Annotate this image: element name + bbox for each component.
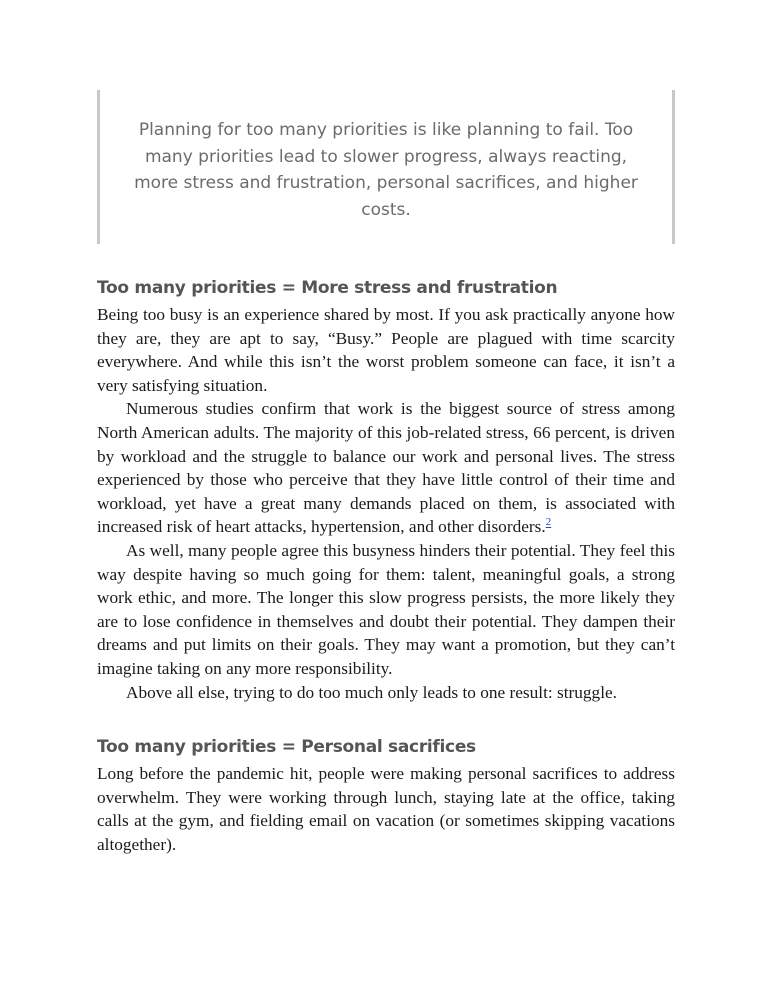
paragraph bbox=[97, 397, 675, 539]
section-heading: Too many priorities = More stress and frustration bbox=[97, 278, 558, 298]
footnote-link[interactable]: 2 bbox=[545, 516, 552, 529]
paragraph-text: Numerous studies confirm that work is the biggest source of stress among North American adults. The majority of this job-related stress, 66 percent, is driven by workload and the struggle to balance our work and personal lives. The stress experienced by those who perceive that they have little control of their time and workload, yet have a great many demands placed on them, is associated with increased risk of heart attacks, hypertension, and other disorders. bbox=[97, 399, 675, 537]
paragraph: Above all else, trying to do too much only leads to one result: struggle. bbox=[126, 682, 617, 702]
section-heading: Too many priorities = Personal sacrifices bbox=[97, 737, 476, 758]
pull-quote-text: Planning for too many priorities is like planning to fail. Too many priorities lead to slower progress, always reacting, more stress and frustration, personal sacrifices, and higher costs. bbox=[134, 120, 638, 220]
pull-quote bbox=[97, 90, 675, 244]
paragraph: Being too busy is an experience shared by most. If you ask practically anyone how they are, they are apt to say, “Busy.” People are plagued with time scarcity everywhere. And while this isn’t the worst problem someone can face, it isn’t a very satisfying situation. bbox=[97, 305, 675, 395]
section-body bbox=[97, 762, 675, 856]
section-body bbox=[97, 303, 675, 704]
footnote-marker bbox=[546, 517, 552, 529]
paragraph: Long before the pandemic hit, people were making personal sacrifices to address overwhelm. They were working through lunch, staying late at the office, taking calls at the gym, and fielding email on vacation (or sometimes skipping vacations altogether). bbox=[97, 764, 675, 854]
document-page bbox=[97, 90, 675, 856]
paragraph: As well, many people agree this busyness hinders their potential. They feel this way despite having so much going for them: talent, meaningful goals, a strong work ethic, and more. The longer this slow progress persists, the more likely they are to lose confidence in themselves and doubt their potential. They dampen their dreams and put limits on their goals. They may want a promotion, but they can’t imagine taking on any more responsibility. bbox=[97, 540, 675, 678]
